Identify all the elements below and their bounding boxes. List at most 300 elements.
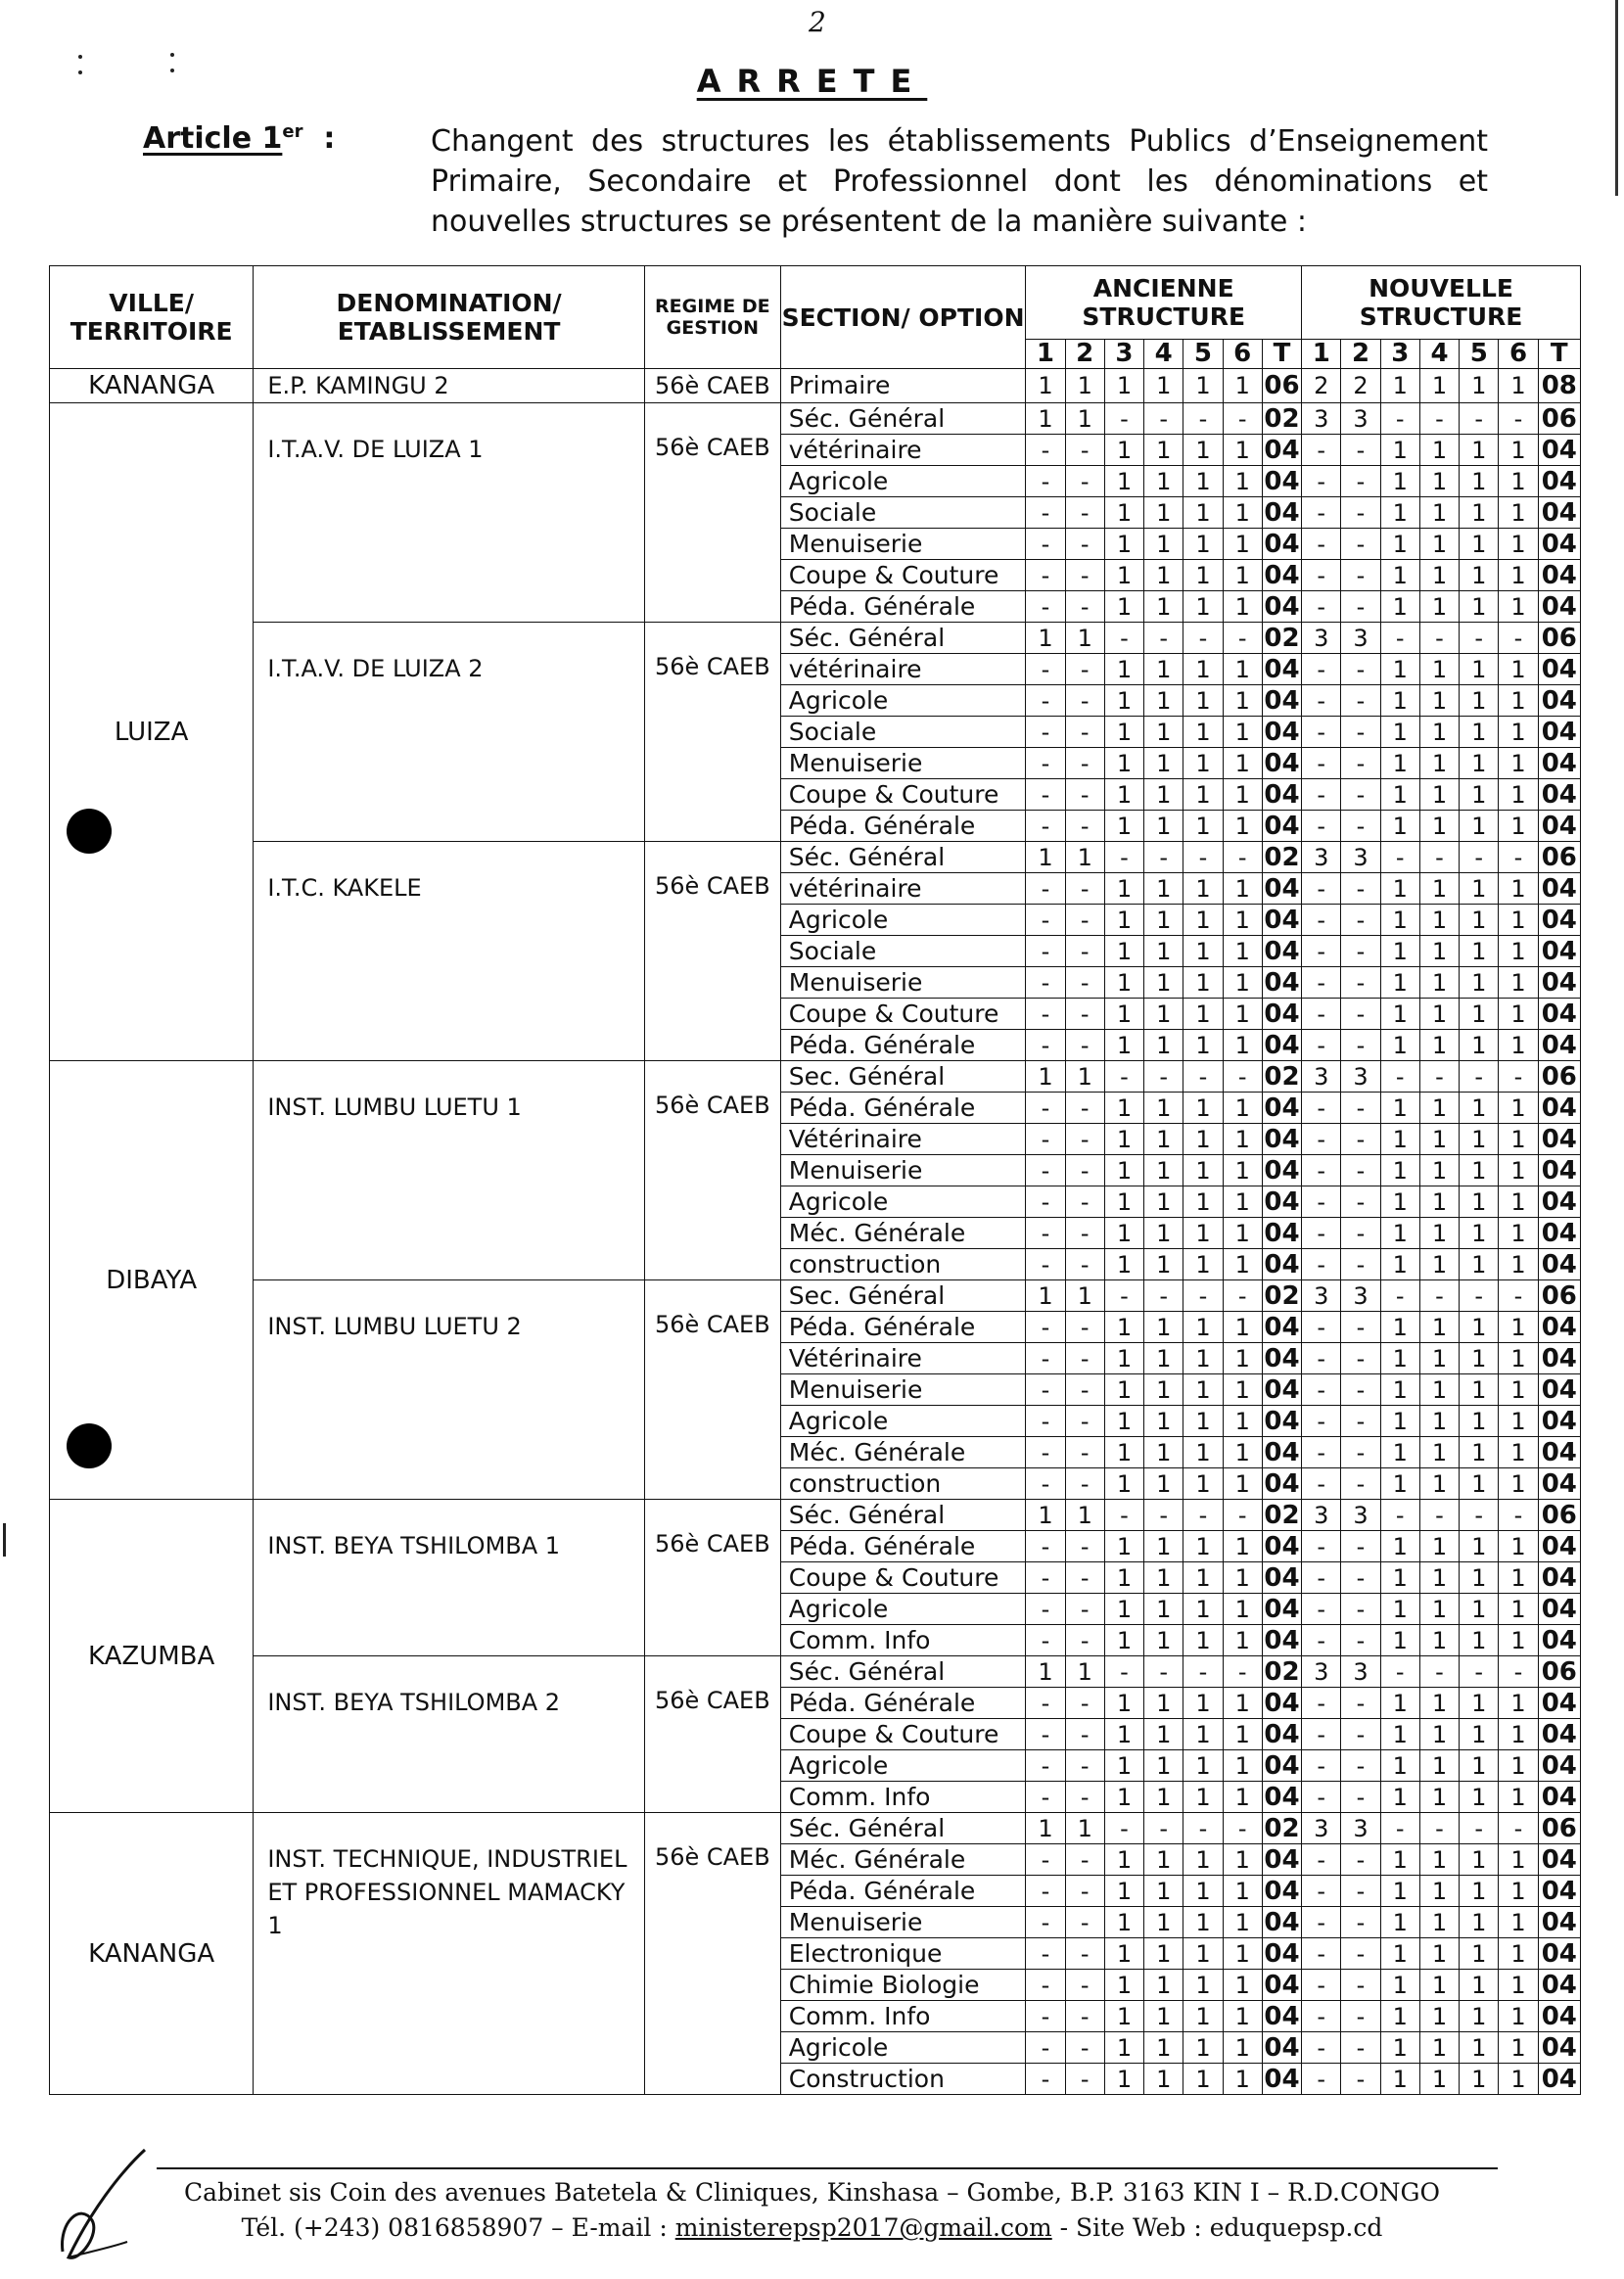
header-col: T xyxy=(1538,340,1580,369)
nouvelle-value-cell: - xyxy=(1341,999,1380,1030)
ancienne-value-cell: 1 xyxy=(1183,2001,1223,2032)
ancienne-value-cell: 1 xyxy=(1104,1343,1143,1374)
nouvelle-value-cell: - xyxy=(1460,1061,1499,1093)
nouvelle-value-cell: - xyxy=(1341,1750,1380,1782)
ancienne-total-cell: 04 xyxy=(1262,936,1301,967)
ancienne-value-cell: 1 xyxy=(1104,1938,1143,1970)
nouvelle-value-cell: 1 xyxy=(1499,529,1538,560)
ancienne-value-cell: 1 xyxy=(1065,1500,1104,1531)
nouvelle-value-cell: 1 xyxy=(1380,1876,1419,1907)
ancienne-value-cell: 1 xyxy=(1223,1374,1262,1406)
ancienne-value-cell: 1 xyxy=(1144,1782,1183,1813)
article-colon: : xyxy=(323,121,336,156)
nouvelle-value-cell: - xyxy=(1341,1406,1380,1437)
ancienne-value-cell: 1 xyxy=(1183,936,1223,967)
ancienne-value-cell: 1 xyxy=(1183,1124,1223,1155)
ancienne-value-cell: 1 xyxy=(1104,1468,1143,1500)
nouvelle-value-cell: 1 xyxy=(1499,1531,1538,1562)
ancienne-value-cell: 1 xyxy=(1223,967,1262,999)
header-col: 6 xyxy=(1223,340,1262,369)
ancienne-value-cell: 1 xyxy=(1183,560,1223,591)
nouvelle-value-cell: 1 xyxy=(1380,1249,1419,1280)
ancienne-value-cell: 1 xyxy=(1223,1719,1262,1750)
nouvelle-value-cell: 1 xyxy=(1460,1093,1499,1124)
header-col: 5 xyxy=(1460,340,1499,369)
nouvelle-value-cell: 1 xyxy=(1460,1970,1499,2001)
nouvelle-value-cell: 1 xyxy=(1499,905,1538,936)
ancienne-value-cell: - xyxy=(1183,842,1223,873)
ancienne-value-cell: 1 xyxy=(1144,466,1183,497)
ancienne-value-cell: 1 xyxy=(1144,1437,1183,1468)
table-row xyxy=(50,1500,1581,1531)
ancienne-value-cell: 1 xyxy=(1065,369,1104,403)
section-cell: Sociale xyxy=(780,936,1026,967)
ancienne-value-cell: 1 xyxy=(1144,2001,1183,2032)
ancienne-value-cell: - xyxy=(1026,967,1065,999)
nouvelle-value-cell: - xyxy=(1380,1813,1419,1844)
section-cell: Agricole xyxy=(780,2032,1026,2064)
ancienne-value-cell: - xyxy=(1065,1719,1104,1750)
nouvelle-value-cell: - xyxy=(1302,1374,1341,1406)
nouvelle-total-cell: 04 xyxy=(1538,1124,1580,1155)
ancienne-value-cell: 1 xyxy=(1183,1562,1223,1594)
ancienne-value-cell: - xyxy=(1144,1280,1183,1312)
ancienne-value-cell: - xyxy=(1026,1750,1065,1782)
nouvelle-value-cell: 1 xyxy=(1419,1688,1459,1719)
ancienne-value-cell: - xyxy=(1223,1061,1262,1093)
section-cell: Péda. Générale xyxy=(780,811,1026,842)
nouvelle-value-cell: 1 xyxy=(1499,2001,1538,2032)
nouvelle-total-cell: 04 xyxy=(1538,717,1580,748)
ancienne-value-cell: - xyxy=(1104,842,1143,873)
ancienne-value-cell: - xyxy=(1065,529,1104,560)
section-cell: Coupe & Couture xyxy=(780,560,1026,591)
ancienne-total-cell: 04 xyxy=(1262,1970,1301,2001)
section-cell: Agricole xyxy=(780,1594,1026,1625)
ancienne-value-cell: - xyxy=(1065,654,1104,685)
section-cell: Coupe & Couture xyxy=(780,1562,1026,1594)
ancienne-value-cell: 1 xyxy=(1223,1093,1262,1124)
ancienne-value-cell: - xyxy=(1065,2001,1104,2032)
ancienne-value-cell: - xyxy=(1026,1249,1065,1280)
nouvelle-value-cell: 1 xyxy=(1460,1249,1499,1280)
ancienne-value-cell: 1 xyxy=(1223,560,1262,591)
nouvelle-value-cell: - xyxy=(1302,2032,1341,2064)
nouvelle-value-cell: 1 xyxy=(1499,2032,1538,2064)
section-cell: Agricole xyxy=(780,1406,1026,1437)
nouvelle-value-cell: - xyxy=(1341,591,1380,623)
nouvelle-value-cell: 1 xyxy=(1499,1782,1538,1813)
section-cell: Séc. Général xyxy=(780,1500,1026,1531)
nouvelle-value-cell: 1 xyxy=(1460,591,1499,623)
nouvelle-total-cell: 04 xyxy=(1538,654,1580,685)
nouvelle-value-cell: 1 xyxy=(1499,1374,1538,1406)
nouvelle-value-cell: 1 xyxy=(1460,1844,1499,1876)
nouvelle-value-cell: - xyxy=(1380,1656,1419,1688)
nouvelle-value-cell: - xyxy=(1302,1249,1341,1280)
nouvelle-value-cell: 1 xyxy=(1419,1531,1459,1562)
ancienne-value-cell: 1 xyxy=(1104,1312,1143,1343)
nouvelle-value-cell: 3 xyxy=(1302,403,1341,435)
section-cell: Séc. Général xyxy=(780,1813,1026,1844)
ancienne-value-cell: - xyxy=(1065,591,1104,623)
ancienne-value-cell: 1 xyxy=(1144,1312,1183,1343)
nouvelle-value-cell: 1 xyxy=(1460,2032,1499,2064)
nouvelle-value-cell: 1 xyxy=(1499,591,1538,623)
ancienne-value-cell: - xyxy=(1144,842,1183,873)
ancienne-value-cell: 1 xyxy=(1144,1093,1183,1124)
nouvelle-value-cell: 1 xyxy=(1419,497,1459,529)
ancienne-value-cell: 1 xyxy=(1183,1594,1223,1625)
ancienne-value-cell: 1 xyxy=(1104,1688,1143,1719)
nouvelle-value-cell: 1 xyxy=(1380,905,1419,936)
nouvelle-total-cell: 04 xyxy=(1538,1406,1580,1437)
ancienne-value-cell: - xyxy=(1026,779,1065,811)
ancienne-value-cell: 1 xyxy=(1223,748,1262,779)
ancienne-value-cell: - xyxy=(1065,1030,1104,1061)
header-col: 1 xyxy=(1302,340,1341,369)
ancienne-value-cell: 1 xyxy=(1183,1876,1223,1907)
nouvelle-total-cell: 04 xyxy=(1538,1531,1580,1562)
nouvelle-value-cell: 1 xyxy=(1380,1124,1419,1155)
ancienne-value-cell: - xyxy=(1065,2064,1104,2095)
ancienne-value-cell: 1 xyxy=(1223,1468,1262,1500)
nouvelle-value-cell: 1 xyxy=(1499,369,1538,403)
nouvelle-value-cell: 1 xyxy=(1419,779,1459,811)
nouvelle-value-cell: - xyxy=(1341,1343,1380,1374)
footer-website: - Site Web : eduquepsp.cd xyxy=(1051,2213,1383,2242)
ancienne-value-cell: - xyxy=(1026,1374,1065,1406)
ancienne-value-cell: 1 xyxy=(1144,1688,1183,1719)
nouvelle-total-cell: 04 xyxy=(1538,466,1580,497)
nouvelle-value-cell: 3 xyxy=(1302,1280,1341,1312)
section-cell: Sociale xyxy=(780,497,1026,529)
ancienne-value-cell: - xyxy=(1065,1374,1104,1406)
nouvelle-value-cell: 1 xyxy=(1380,873,1419,905)
ancienne-value-cell: 1 xyxy=(1104,529,1143,560)
ancienne-value-cell: 1 xyxy=(1144,936,1183,967)
nouvelle-value-cell: 1 xyxy=(1460,654,1499,685)
nouvelle-value-cell: 1 xyxy=(1499,1406,1538,1437)
nouvelle-value-cell: 1 xyxy=(1460,1343,1499,1374)
nouvelle-value-cell: 1 xyxy=(1380,1970,1419,2001)
ancienne-value-cell: 1 xyxy=(1183,717,1223,748)
ancienne-value-cell: - xyxy=(1183,1813,1223,1844)
ancienne-total-cell: 04 xyxy=(1262,1186,1301,1218)
regime-cell: 56è CAEB xyxy=(644,1500,780,1656)
header-denomination: DENOMINATION/ ETABLISSEMENT xyxy=(254,266,645,369)
nouvelle-value-cell: 1 xyxy=(1460,1688,1499,1719)
ville-cell: DIBAYA xyxy=(50,1061,254,1500)
denomination-cell: INST. BEYA TSHILOMBA 2 xyxy=(254,1656,645,1813)
nouvelle-value-cell: 1 xyxy=(1499,1093,1538,1124)
nouvelle-value-cell: 1 xyxy=(1460,369,1499,403)
article-label-text: Article 1 xyxy=(143,121,283,156)
nouvelle-value-cell: 3 xyxy=(1341,403,1380,435)
ancienne-value-cell: 1 xyxy=(1144,999,1183,1030)
nouvelle-value-cell: - xyxy=(1302,2001,1341,2032)
ancienne-value-cell: 1 xyxy=(1104,748,1143,779)
ancienne-value-cell: 1 xyxy=(1104,1093,1143,1124)
nouvelle-value-cell: - xyxy=(1341,1374,1380,1406)
nouvelle-value-cell: 1 xyxy=(1419,1437,1459,1468)
denomination-cell: INST. BEYA TSHILOMBA 1 xyxy=(254,1500,645,1656)
nouvelle-value-cell: 1 xyxy=(1499,1594,1538,1625)
ancienne-value-cell: 1 xyxy=(1223,1782,1262,1813)
ancienne-value-cell: 1 xyxy=(1144,811,1183,842)
nouvelle-total-cell: 04 xyxy=(1538,1093,1580,1124)
nouvelle-value-cell: 1 xyxy=(1380,591,1419,623)
ancienne-value-cell: 1 xyxy=(1183,1312,1223,1343)
ancienne-value-cell: 1 xyxy=(1144,1374,1183,1406)
nouvelle-value-cell: 1 xyxy=(1499,811,1538,842)
nouvelle-value-cell: 1 xyxy=(1380,1594,1419,1625)
nouvelle-value-cell: 1 xyxy=(1380,1907,1419,1938)
ancienne-value-cell: 1 xyxy=(1144,1625,1183,1656)
footer xyxy=(0,2175,1624,2246)
nouvelle-value-cell: 1 xyxy=(1419,1030,1459,1061)
section-cell: Menuiserie xyxy=(780,967,1026,999)
ancienne-value-cell: - xyxy=(1144,623,1183,654)
ancienne-value-cell: 1 xyxy=(1144,1907,1183,1938)
ancienne-value-cell: 1 xyxy=(1183,1218,1223,1249)
ancienne-value-cell: 1 xyxy=(1223,1437,1262,1468)
ancienne-total-cell: 04 xyxy=(1262,654,1301,685)
nouvelle-value-cell: 1 xyxy=(1380,654,1419,685)
ancienne-total-cell: 04 xyxy=(1262,1876,1301,1907)
header-regime: REGIME DE GESTION xyxy=(644,266,780,369)
nouvelle-value-cell: - xyxy=(1302,1750,1341,1782)
nouvelle-value-cell: - xyxy=(1460,1813,1499,1844)
regime-cell: 56è CAEB xyxy=(644,369,780,403)
ancienne-value-cell: 1 xyxy=(1104,654,1143,685)
nouvelle-total-cell: 04 xyxy=(1538,1970,1580,2001)
ancienne-value-cell: 1 xyxy=(1183,1907,1223,1938)
nouvelle-total-cell: 04 xyxy=(1538,1750,1580,1782)
section-cell: Méc. Générale xyxy=(780,1844,1026,1876)
ancienne-value-cell: - xyxy=(1026,1876,1065,1907)
ancienne-value-cell: 1 xyxy=(1104,967,1143,999)
ancienne-value-cell: 1 xyxy=(1144,2064,1183,2095)
nouvelle-value-cell: 1 xyxy=(1499,1876,1538,1907)
ancienne-value-cell: 1 xyxy=(1104,1625,1143,1656)
nouvelle-value-cell: - xyxy=(1499,623,1538,654)
nouvelle-value-cell: 1 xyxy=(1499,1907,1538,1938)
ancienne-value-cell: 1 xyxy=(1104,1531,1143,1562)
ancienne-total-cell: 02 xyxy=(1262,1061,1301,1093)
regime-cell: 56è CAEB xyxy=(644,842,780,1061)
punch-hole xyxy=(67,1423,112,1468)
ancienne-total-cell: 04 xyxy=(1262,1782,1301,1813)
nouvelle-value-cell: 3 xyxy=(1341,1280,1380,1312)
nouvelle-value-cell: 1 xyxy=(1460,936,1499,967)
nouvelle-value-cell: 1 xyxy=(1460,1876,1499,1907)
ancienne-total-cell: 04 xyxy=(1262,591,1301,623)
ancienne-value-cell: - xyxy=(1026,1093,1065,1124)
nouvelle-value-cell: - xyxy=(1341,1782,1380,1813)
nouvelle-value-cell: 1 xyxy=(1419,905,1459,936)
ancienne-value-cell: - xyxy=(1026,1343,1065,1374)
nouvelle-value-cell: - xyxy=(1380,403,1419,435)
ancienne-value-cell: - xyxy=(1026,873,1065,905)
ancienne-value-cell: 1 xyxy=(1104,435,1143,466)
ancienne-value-cell: - xyxy=(1026,1782,1065,1813)
table-row xyxy=(50,842,1581,873)
ancienne-value-cell: - xyxy=(1183,623,1223,654)
ancienne-value-cell: - xyxy=(1144,1500,1183,1531)
ancienne-value-cell: 1 xyxy=(1223,1186,1262,1218)
ancienne-value-cell: - xyxy=(1065,1594,1104,1625)
nouvelle-value-cell: - xyxy=(1341,466,1380,497)
nouvelle-value-cell: - xyxy=(1499,1061,1538,1093)
nouvelle-value-cell: - xyxy=(1341,1312,1380,1343)
section-cell: Coupe & Couture xyxy=(780,999,1026,1030)
regime-cell: 56è CAEB xyxy=(644,1061,780,1280)
ancienne-value-cell: 1 xyxy=(1026,369,1065,403)
ancienne-total-cell: 04 xyxy=(1262,1343,1301,1374)
ancienne-value-cell: 1 xyxy=(1026,842,1065,873)
nouvelle-total-cell: 04 xyxy=(1538,967,1580,999)
ancienne-total-cell: 04 xyxy=(1262,1437,1301,1468)
nouvelle-value-cell: - xyxy=(1302,936,1341,967)
nouvelle-value-cell: 1 xyxy=(1460,1907,1499,1938)
nouvelle-value-cell: 1 xyxy=(1380,1406,1419,1437)
ancienne-total-cell: 04 xyxy=(1262,1406,1301,1437)
ancienne-total-cell: 04 xyxy=(1262,1124,1301,1155)
ancienne-value-cell: - xyxy=(1223,1813,1262,1844)
structures-table xyxy=(49,265,1581,2095)
ancienne-value-cell: 1 xyxy=(1183,1155,1223,1186)
nouvelle-value-cell: 1 xyxy=(1460,1750,1499,1782)
nouvelle-total-cell: 06 xyxy=(1538,1656,1580,1688)
ancienne-value-cell: - xyxy=(1104,403,1143,435)
ancienne-value-cell: - xyxy=(1065,1155,1104,1186)
header-col: 4 xyxy=(1419,340,1459,369)
nouvelle-value-cell: - xyxy=(1380,1280,1419,1312)
ancienne-value-cell: - xyxy=(1026,1406,1065,1437)
ancienne-value-cell: 1 xyxy=(1104,1970,1143,2001)
nouvelle-value-cell: 1 xyxy=(1419,654,1459,685)
nouvelle-value-cell: - xyxy=(1302,717,1341,748)
denomination-cell: E.P. KAMINGU 2 xyxy=(254,369,645,403)
nouvelle-value-cell: 2 xyxy=(1341,369,1380,403)
nouvelle-value-cell: 1 xyxy=(1499,999,1538,1030)
ancienne-value-cell: - xyxy=(1026,748,1065,779)
section-cell: Agricole xyxy=(780,466,1026,497)
ancienne-value-cell: 1 xyxy=(1144,967,1183,999)
ancienne-value-cell: 1 xyxy=(1065,1061,1104,1093)
ancienne-value-cell: 1 xyxy=(1223,369,1262,403)
footer-email-link[interactable]: ministerepsp2017@gmail.com xyxy=(674,2213,1052,2242)
footer-phone: Tél. (+243) 0816858907 – E-mail : xyxy=(241,2213,675,2242)
nouvelle-value-cell: 1 xyxy=(1380,1782,1419,1813)
nouvelle-value-cell: 1 xyxy=(1460,717,1499,748)
section-cell: Péda. Générale xyxy=(780,1688,1026,1719)
nouvelle-value-cell: - xyxy=(1302,1155,1341,1186)
nouvelle-value-cell: - xyxy=(1460,1280,1499,1312)
table-row xyxy=(50,1061,1581,1093)
ancienne-value-cell: - xyxy=(1065,1437,1104,1468)
nouvelle-value-cell: - xyxy=(1302,748,1341,779)
ancienne-value-cell: - xyxy=(1026,1594,1065,1625)
nouvelle-value-cell: 1 xyxy=(1419,2064,1459,2095)
ancienne-value-cell: 1 xyxy=(1144,591,1183,623)
section-cell: Construction xyxy=(780,2064,1026,2095)
nouvelle-value-cell: - xyxy=(1380,1500,1419,1531)
ancienne-value-cell: 1 xyxy=(1144,1719,1183,1750)
ancienne-value-cell: 1 xyxy=(1183,369,1223,403)
nouvelle-value-cell: 1 xyxy=(1499,936,1538,967)
ancienne-value-cell: 1 xyxy=(1065,1813,1104,1844)
table-row xyxy=(50,1280,1581,1312)
ancienne-value-cell: 1 xyxy=(1223,717,1262,748)
section-cell: Coupe & Couture xyxy=(780,1719,1026,1750)
section-cell: Comm. Info xyxy=(780,2001,1026,2032)
nouvelle-total-cell: 04 xyxy=(1538,811,1580,842)
section-cell: Primaire xyxy=(780,369,1026,403)
nouvelle-value-cell: 1 xyxy=(1419,936,1459,967)
nouvelle-value-cell: 1 xyxy=(1499,1719,1538,1750)
ancienne-total-cell: 04 xyxy=(1262,1468,1301,1500)
ancienne-value-cell: 1 xyxy=(1223,2001,1262,2032)
ancienne-value-cell: 1 xyxy=(1104,905,1143,936)
ancienne-value-cell: - xyxy=(1065,1093,1104,1124)
ancienne-value-cell: 1 xyxy=(1223,873,1262,905)
ancienne-total-cell: 04 xyxy=(1262,1312,1301,1343)
ancienne-value-cell: - xyxy=(1026,1186,1065,1218)
ancienne-value-cell: 1 xyxy=(1183,1938,1223,1970)
ville-cell: KAZUMBA xyxy=(50,1500,254,1813)
ancienne-value-cell: 1 xyxy=(1183,1406,1223,1437)
ancienne-value-cell: 1 xyxy=(1223,1562,1262,1594)
nouvelle-value-cell: 1 xyxy=(1380,779,1419,811)
nouvelle-total-cell: 04 xyxy=(1538,685,1580,717)
nouvelle-value-cell: 1 xyxy=(1460,1406,1499,1437)
ancienne-value-cell: - xyxy=(1223,1500,1262,1531)
ancienne-value-cell: - xyxy=(1026,1938,1065,1970)
nouvelle-total-cell: 04 xyxy=(1538,2032,1580,2064)
ancienne-value-cell: 1 xyxy=(1104,1719,1143,1750)
nouvelle-total-cell: 04 xyxy=(1538,529,1580,560)
nouvelle-total-cell: 04 xyxy=(1538,1719,1580,1750)
nouvelle-value-cell: - xyxy=(1302,1030,1341,1061)
ancienne-value-cell: - xyxy=(1026,999,1065,1030)
nouvelle-total-cell: 04 xyxy=(1538,748,1580,779)
nouvelle-total-cell: 06 xyxy=(1538,842,1580,873)
section-cell: Péda. Générale xyxy=(780,1876,1026,1907)
ancienne-value-cell: - xyxy=(1223,1656,1262,1688)
nouvelle-value-cell: - xyxy=(1302,1594,1341,1625)
nouvelle-value-cell: 1 xyxy=(1499,1249,1538,1280)
nouvelle-total-cell: 06 xyxy=(1538,1813,1580,1844)
nouvelle-value-cell: 3 xyxy=(1341,1500,1380,1531)
ancienne-value-cell: - xyxy=(1026,435,1065,466)
ancienne-value-cell: 1 xyxy=(1104,2064,1143,2095)
nouvelle-value-cell: 1 xyxy=(1499,1844,1538,1876)
nouvelle-value-cell: 1 xyxy=(1419,1907,1459,1938)
nouvelle-value-cell: 1 xyxy=(1460,905,1499,936)
ancienne-value-cell: 1 xyxy=(1223,591,1262,623)
ancienne-total-cell: 04 xyxy=(1262,2032,1301,2064)
header-section: SECTION/ OPTION xyxy=(780,266,1026,369)
nouvelle-value-cell: 1 xyxy=(1460,1437,1499,1468)
nouvelle-total-cell: 04 xyxy=(1538,2064,1580,2095)
section-cell: Comm. Info xyxy=(780,1782,1026,1813)
ancienne-value-cell: 1 xyxy=(1104,1562,1143,1594)
ancienne-total-cell: 04 xyxy=(1262,779,1301,811)
ancienne-value-cell: 1 xyxy=(1144,1562,1183,1594)
nouvelle-value-cell: 3 xyxy=(1341,623,1380,654)
